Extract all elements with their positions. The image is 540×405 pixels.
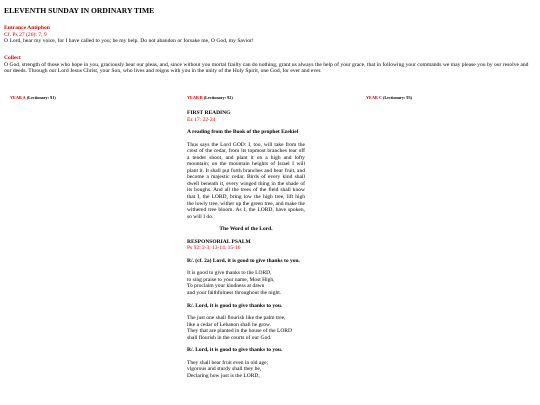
collect-section xyxy=(4,55,536,75)
entrance-antiphon-heading: Entrance Antiphon xyxy=(4,25,50,31)
collect-heading: Collect xyxy=(4,55,21,61)
year-b-label[interactable]: YEAR B xyxy=(187,95,203,100)
first-reading-closing: The Word of the Lord. xyxy=(219,226,273,233)
year-c-label[interactable]: YEAR C xyxy=(366,95,382,100)
psalm-heading: RESPONSORIAL PSALM xyxy=(187,238,251,245)
year-b-lectionary: (Lectionary: 92) xyxy=(203,95,233,100)
psalm-line: vigorous and sturdy shall they be, xyxy=(187,366,262,373)
psalm-response: R/. Lord, it is good to give thanks to you. xyxy=(187,347,283,354)
year-c-lectionary: (Lectionary: 93) xyxy=(382,95,412,100)
psalm-line: They shall bear fruit even in old age; xyxy=(187,359,269,366)
entrance-antiphon-ref: Cf. Ps 27 (26): 7, 9 xyxy=(4,31,47,38)
page-title: ELEVENTH SUNDAY IN ORDINARY TIME xyxy=(4,6,155,15)
first-reading-text: Thus says the Lord GOD: I, too, will take from the crest of the cedar, from its topmost branches tear off a tender shoot, and plant it on a high and lofty mountain; on the mountain heights of Israel I will plant it. It shall put forth branches and bear fruit, and become a majestic cedar. Birds of every kind shall dwell beneath it, every winged thing in the shade of its boughs. And all the trees of the field shall know that I, the LORD, bring low the high tree, lift high the lowly tree, wither up the green tree, and make the withered tree bloom. As I, the LORD, have spoken, so will I do. xyxy=(187,141,305,220)
year-c-header[interactable] xyxy=(366,95,412,100)
psalm-line: like a cedar of Lebanon shall he grow. xyxy=(187,321,271,328)
psalm-response: R/. Lord, it is good to give thanks to you. xyxy=(187,302,283,309)
entrance-antiphon-section xyxy=(4,25,254,45)
year-b-column xyxy=(187,110,305,380)
psalm-line: To proclaim your kindness at dawn xyxy=(187,283,265,290)
first-reading-heading: FIRST READING xyxy=(187,110,231,116)
first-reading-intro: A reading from the Book of the prophet Ezekiel xyxy=(187,129,299,136)
psalm-line: The just one shall flourish like the palm tree, xyxy=(187,315,286,322)
psalm-line: to sing praise to your name, Most High, xyxy=(187,276,275,283)
year-b-header[interactable] xyxy=(187,95,233,100)
psalm-ref: Ps 92: 2-3, 13-14, 15-16 xyxy=(187,245,241,252)
psalm-line: They that are planted in the house of the LORD xyxy=(187,328,292,335)
psalm-line: shall flourish in the courts of our God. xyxy=(187,334,272,341)
first-reading-ref: Ez 17: 22-24 xyxy=(187,116,216,123)
year-a-label[interactable]: YEAR A xyxy=(10,95,26,100)
psalm-line: It is good to give thanks to the LORD, xyxy=(187,270,272,277)
entrance-antiphon-text: O Lord, hear my voice, for I have called to you; be my help. Do not abandon or forsake me, O God, my Savior! xyxy=(4,38,254,45)
year-a-header[interactable] xyxy=(10,95,56,100)
psalm-line: and your faithfulness throughout the night. xyxy=(187,290,282,297)
year-a-lectionary: (Lectionary: 91) xyxy=(26,95,56,100)
collect-text: O God, strength of those who hope in you, graciously hear our pleas, and, since without you mortal frailty can do nothing, grant us always the help of your grace, that in following your commands we may please you by our resolve and our deeds. Through our Lord Jesus Christ, your Son, who lives and reigns with you in the unity of the Holy Spirit, one God, for ever and ever. xyxy=(4,61,529,75)
psalm-response: R/. (cf. 2a) Lord, it is good to give thanks to you. xyxy=(187,257,300,264)
psalm-line: Declaring how just is the LORD, xyxy=(187,372,260,379)
